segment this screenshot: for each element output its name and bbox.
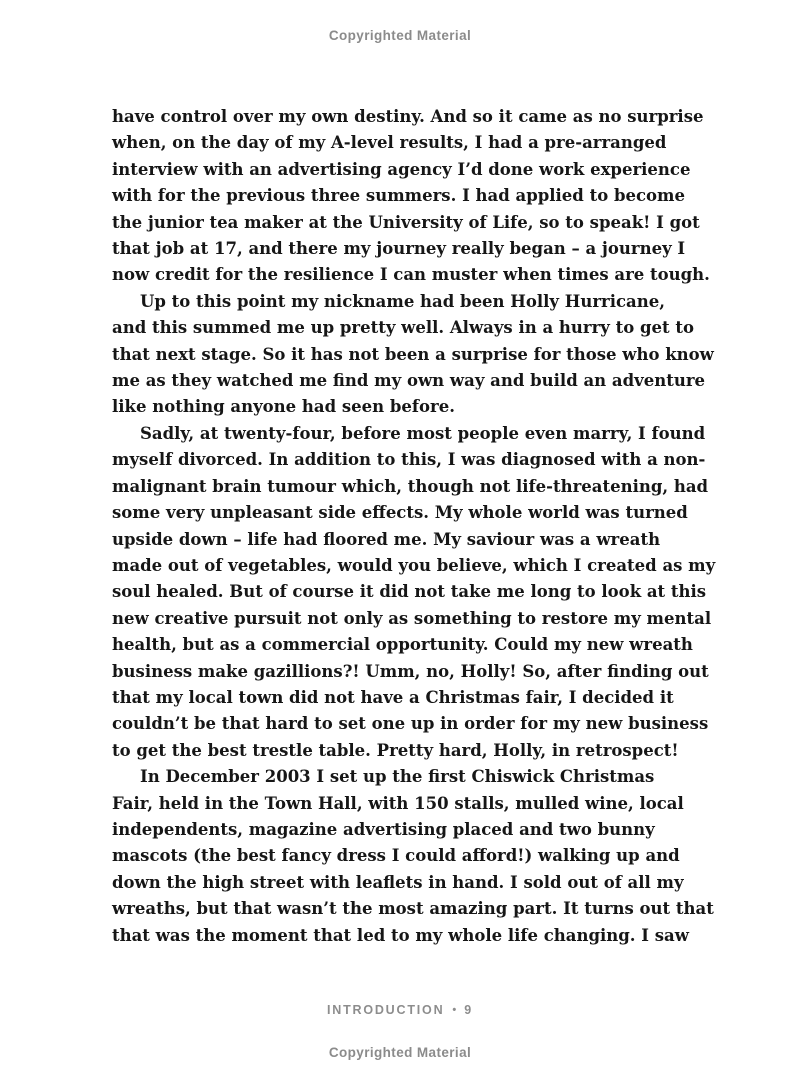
text-line: that next stage. So it has not been a surprise for those who know — [112, 344, 714, 364]
text-line: interview with an advertising agency I’d done work experience — [112, 159, 691, 179]
text-line: with for the previous three summers. I had applied to become — [112, 186, 686, 206]
footer-separator-dot: • — [452, 1004, 457, 1016]
text-line: now credit for the resilience I can muster when times are tough. — [112, 265, 710, 285]
top-copyright-watermark: Copyrighted Material — [328, 28, 472, 43]
paragraph-3 — [112, 421, 716, 764]
text-line: and this summed me up pretty well. Always in a hurry to get to — [112, 318, 695, 338]
text-line: independents, magazine advertising placed and two bunny — [112, 819, 655, 839]
bottom-copyright-watermark: Copyrighted Material — [328, 1045, 472, 1060]
text-line: wreaths, but that wasn’t the most amazing part. It turns out that — [112, 899, 714, 919]
text-line: myself divorced. In addition to this, I was diagnosed with a non- — [112, 450, 706, 470]
text-line: that was the moment that led to my whole life changing. I saw — [112, 925, 689, 945]
text-line: Up to this point my nickname had been Holly Hurricane, — [140, 291, 665, 311]
text-line: new creative pursuit not only as something to restore my mental — [112, 608, 712, 628]
text-line: Sadly, at twenty-four, before most people even marry, I found — [140, 423, 706, 443]
text-line: made out of vegetables, would you believe, which I created as my — [112, 555, 716, 575]
text-line: me as they watched me find my own way and build an adventure — [112, 371, 706, 391]
text-line: Fair, held in the Town Hall, with 150 stalls, mulled wine, local — [112, 793, 684, 813]
text-line: some very unpleasant side effects. My whole world was turned — [112, 503, 688, 523]
text-line: couldn’t be that hard to set one up in order for my new business — [112, 714, 709, 734]
text-line: soul healed. But of course it did not take me long to look at this — [112, 582, 707, 602]
text-line: business make gazillions?! Umm, no, Holly! So, after finding out — [112, 661, 709, 681]
paragraph-1 — [112, 104, 710, 289]
text-line: the junior tea maker at the University of Life, so to speak! I got — [112, 212, 700, 232]
page-body-text — [112, 104, 716, 949]
text-line: mascots (the best fancy dress I could afford!) walking up and — [112, 846, 680, 866]
text-line: to get the best trestle table. Pretty hard, Holly, in retrospect! — [112, 740, 679, 760]
text-line: In December 2003 I set up the first Chiswick Christmas — [140, 767, 655, 787]
text-line: have control over my own destiny. And so it came as no surprise — [112, 107, 704, 126]
paragraph-2 — [112, 289, 714, 421]
text-line: malignant brain tumour which, though not life-threatening, had — [112, 476, 709, 496]
text-line: down the high street with leaflets in hand. I sold out of all my — [112, 872, 684, 892]
text-line: when, on the day of my A-level results, I had a pre-arranged — [112, 133, 667, 153]
footer-page-number: 9 — [464, 1003, 474, 1017]
text-line: that my local town did not have a Christmas fair, I decided it — [112, 687, 674, 707]
text-line: upside down – life had floored me. My saviour was a wreath — [112, 529, 661, 549]
footer-section-title: INTRODUCTION — [326, 1003, 445, 1017]
text-line: health, but as a commercial opportunity. Could my new wreath — [112, 635, 693, 655]
paragraph-4 — [112, 764, 714, 949]
text-line: that job at 17, and there my journey really began – a journey I — [112, 239, 686, 259]
page-footer — [0, 1003, 800, 1017]
text-line: like nothing anyone had seen before. — [112, 397, 455, 417]
